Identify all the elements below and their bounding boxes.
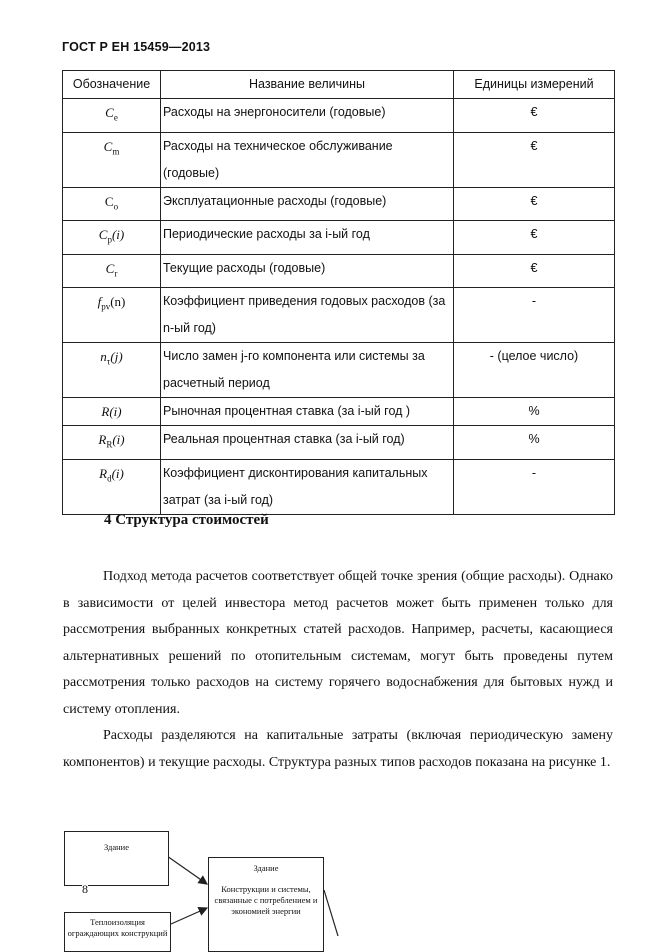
symbol: C	[103, 138, 113, 154]
quantity-name: Реальная процентная ставка (за i-ый год)	[161, 426, 454, 460]
symbol: C	[105, 105, 114, 120]
unit-cell: €	[454, 187, 615, 221]
quantity-name: Число замен j-го компонента или системы за расчетный период	[161, 343, 454, 398]
symbol-subscript: m	[112, 146, 120, 157]
quantity-name: Текущие расходы (годовые)	[161, 254, 454, 288]
unit-cell: -	[454, 288, 615, 343]
symbol-subscript: p	[107, 234, 112, 245]
column-header-unit: Единицы измерений	[454, 71, 615, 99]
quantity-name: Коэффициент дисконтирования капитальных затрат (за i-ый год)	[161, 459, 454, 514]
page-number: 8	[82, 882, 88, 896]
symbol: n	[100, 349, 107, 365]
arrow	[171, 908, 207, 924]
quantity-name: Периодические расходы за i-ый год	[161, 221, 454, 255]
quantity-name: Расходы на техническое обслуживание (годовые)	[161, 132, 454, 187]
symbol-argument: (n)	[110, 294, 126, 310]
arrow	[167, 856, 207, 884]
symbol-subscript: d	[107, 473, 112, 484]
symbol-subscript: r	[114, 268, 118, 279]
unit-cell: €	[454, 132, 615, 187]
column-header-symbol: Обозначение	[63, 71, 161, 99]
column-header-name: Название величины	[161, 71, 454, 99]
document-header: ГОСТ Р ЕН 15459—2013	[62, 40, 211, 54]
symbol: C	[104, 193, 114, 209]
symbol-subscript: τ	[106, 356, 111, 367]
box-label: Теплоизоляция ограждающих конструкций	[67, 917, 168, 938]
diagram-box-building-center	[208, 857, 324, 952]
box-title: Здание	[253, 863, 279, 873]
diagram-box-insulation	[64, 912, 171, 952]
box-label: Конструкции и системы, связанные с потреблением и экономией энергии	[214, 884, 318, 916]
quantity-name: Расходы на энергоносители (годовые)	[161, 99, 454, 133]
paragraph: Подход метода расчетов соответствует общей точке зрения (общие расходы). Однако в зависимости от целей инвестора метод расчетов может быть применен только для рассмотрения выбранных конкретных статей расходов. Например, расчеты, касающиеся альтернативных решений по отопительным системам, могут быть проведены путем рассмотрения только расходов на систему горячего водоснабжения для бытовых нужд и систему отопления.	[63, 569, 613, 717]
paragraph: Расходы разделяются на капитальные затраты (включая периодическую замену компонентов) и текущие расходы. Структура разных типов расходов показана на рисунке 1.	[63, 728, 613, 770]
symbol: R	[98, 432, 107, 448]
unit-cell: €	[454, 254, 615, 288]
symbol-subscript: o	[113, 201, 119, 212]
symbol: R	[101, 404, 110, 420]
unit-cell: -	[454, 459, 615, 514]
section-title: 4 Структура стоимостей	[104, 512, 269, 528]
box-label: Здание	[103, 842, 129, 852]
symbol-subscript: pv	[101, 301, 111, 312]
symbol-argument: (i)	[111, 227, 125, 243]
symbol-argument: (i)	[109, 404, 122, 420]
unit-cell: €	[454, 221, 615, 255]
diagram-box-building-left	[64, 831, 169, 886]
symbol: f	[97, 294, 102, 310]
unit-cell: €	[454, 99, 615, 133]
symbol: C	[105, 260, 115, 276]
symbol: C	[98, 227, 108, 243]
symbol-subscript: e	[113, 112, 118, 123]
unit-cell: - (целое число)	[454, 343, 615, 398]
quantity-name: Рыночная процентная ставка (за i-ый год )	[161, 398, 454, 426]
quantity-name: Коэффициент приведения годовых расходов (за n-ый год)	[161, 288, 454, 343]
symbol: R	[99, 465, 108, 481]
unit-cell: %	[454, 398, 615, 426]
symbol-argument: (i)	[112, 432, 125, 448]
quantity-name: Эксплуатационные расходы (годовые)	[161, 187, 454, 221]
symbol-argument: (j)	[110, 349, 123, 365]
symbol-subscript: R	[106, 439, 113, 450]
symbol-argument: (i)	[111, 465, 124, 481]
arrow	[324, 890, 338, 936]
unit-cell: %	[454, 426, 615, 460]
